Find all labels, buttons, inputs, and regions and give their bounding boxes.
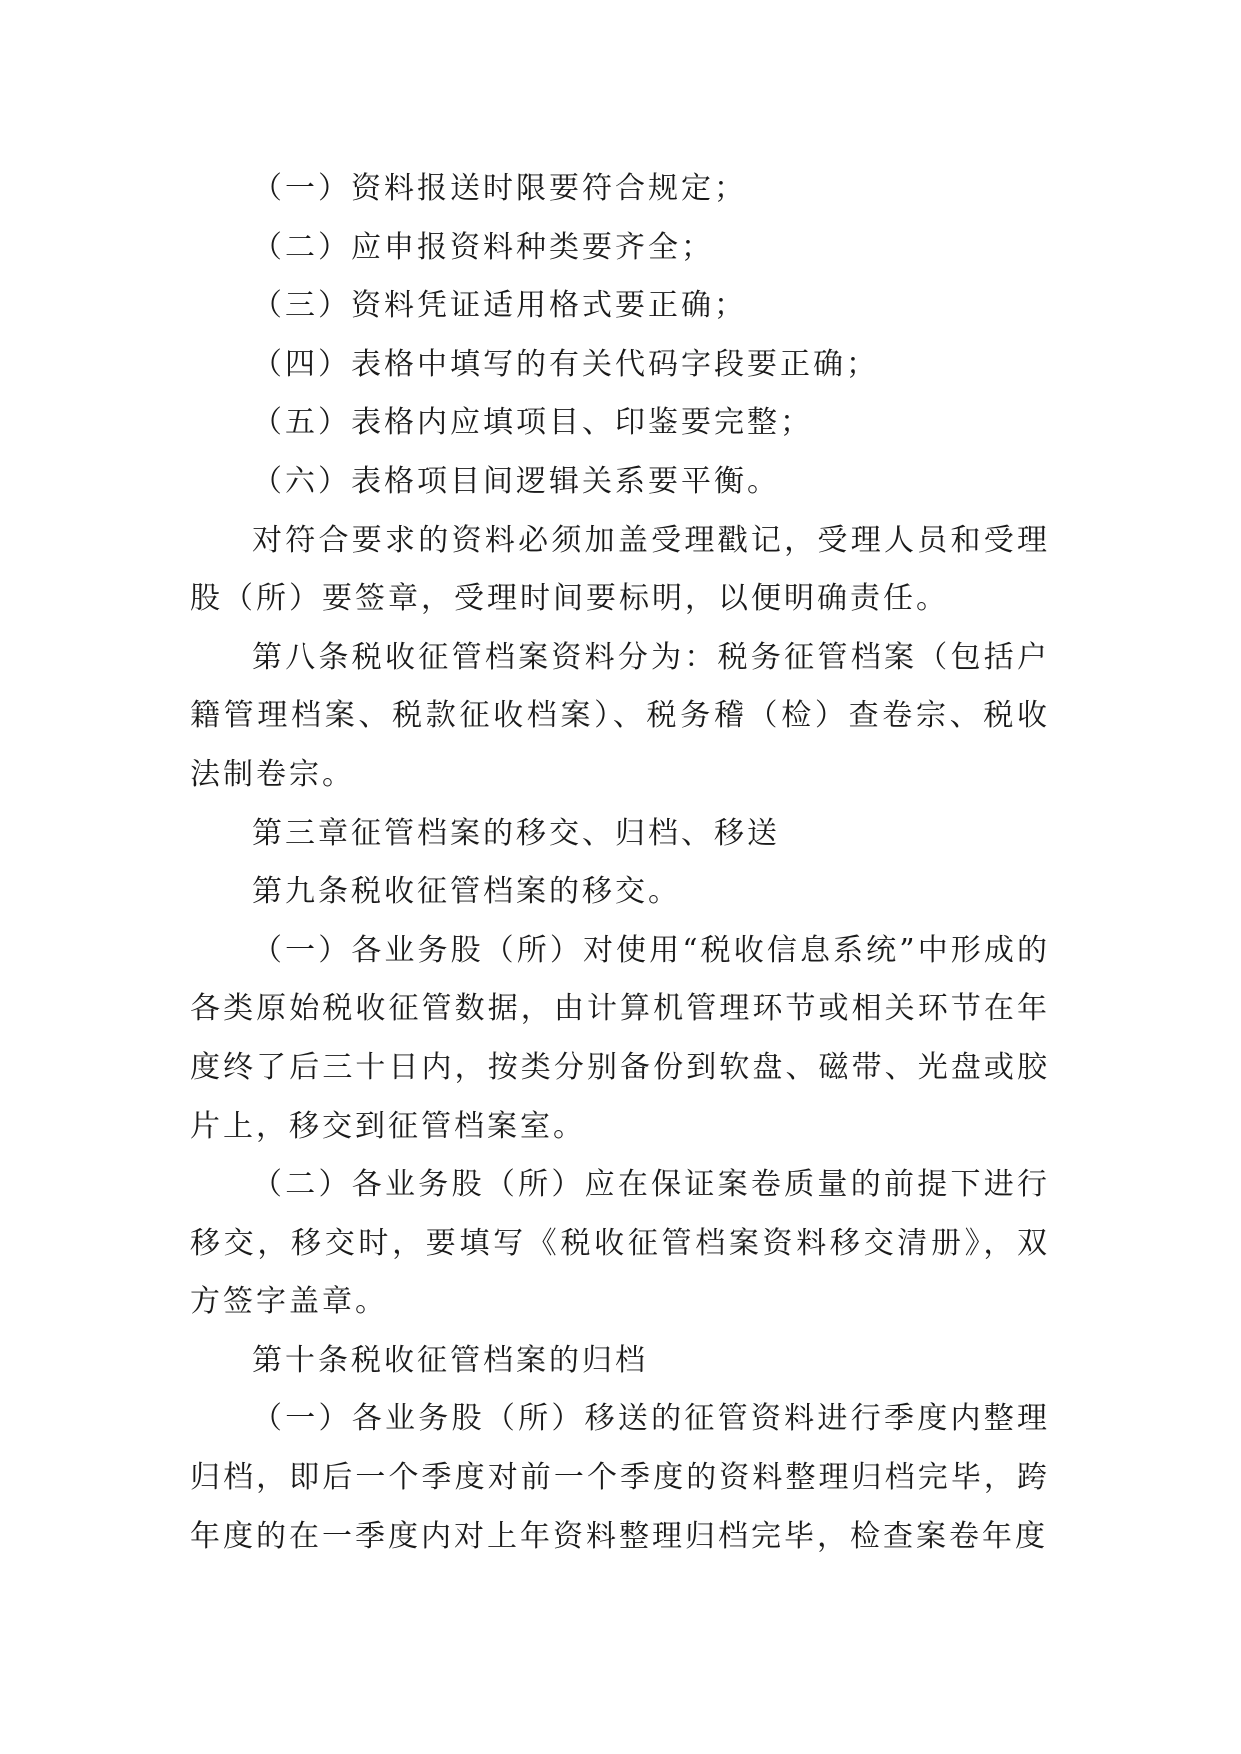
- paragraph-item-6: （六）表格项目间逻辑关系要平衡。: [252, 463, 780, 499]
- paragraph-acceptance-stamp: 对符合要求的资料必须加盖受理戳记，受理人员和受理股（所）要签章，受理时间要标明，以便明确责任。: [190, 522, 1050, 617]
- document-body: [190, 160, 1050, 1566]
- paragraph-item-4: （四）表格中填写的有关代码字段要正确；: [252, 346, 879, 382]
- paragraph-article-8: 第八条税收征管档案资料分为：税务征管档案（包括户籍管理档案、税款征收档案）、税务稽（检）查卷宗、税收法制卷宗。: [190, 639, 1050, 792]
- paragraph-item-5: （五）表格内应填项目、印鉴要完整；: [252, 405, 813, 441]
- paragraph-item-3: （三）资料凭证适用格式要正确；: [252, 288, 747, 324]
- paragraph-item-2: （二）应申报资料种类要齐全；: [252, 229, 714, 265]
- paragraph-article-10-item-1: （一）各业务股（所）移送的征管资料进行季度内整理归档，即后一个季度对前一个季度的资料整理归档完毕，跨年度的在一季度内对上年资料整理归档完毕，检查案卷年度: [190, 1401, 1050, 1554]
- paragraph-article-9-item-1: （一）各业务股（所）对使用“税收信息系统”中形成的各类原始税收征管数据，由计算机管理环节或相关环节在年度终了后三十日内，按类分别备份到软盘、磁带、光盘或胶片上，移交到征管档案室。: [190, 932, 1050, 1144]
- article-heading-9: 第九条税收征管档案的移交。: [252, 874, 681, 910]
- paragraph-article-9-item-2: （二）各业务股（所）应在保证案卷质量的前提下进行移交，移交时，要填写《税收征管档案资料移交清册》，双方签字盖章。: [190, 1167, 1050, 1320]
- chapter-heading-3: 第三章征管档案的移交、归档、移送: [252, 815, 780, 851]
- paragraph-item-1: （一）资料报送时限要符合规定；: [252, 171, 747, 206]
- article-heading-10: 第十条税收征管档案的归档: [252, 1342, 648, 1378]
